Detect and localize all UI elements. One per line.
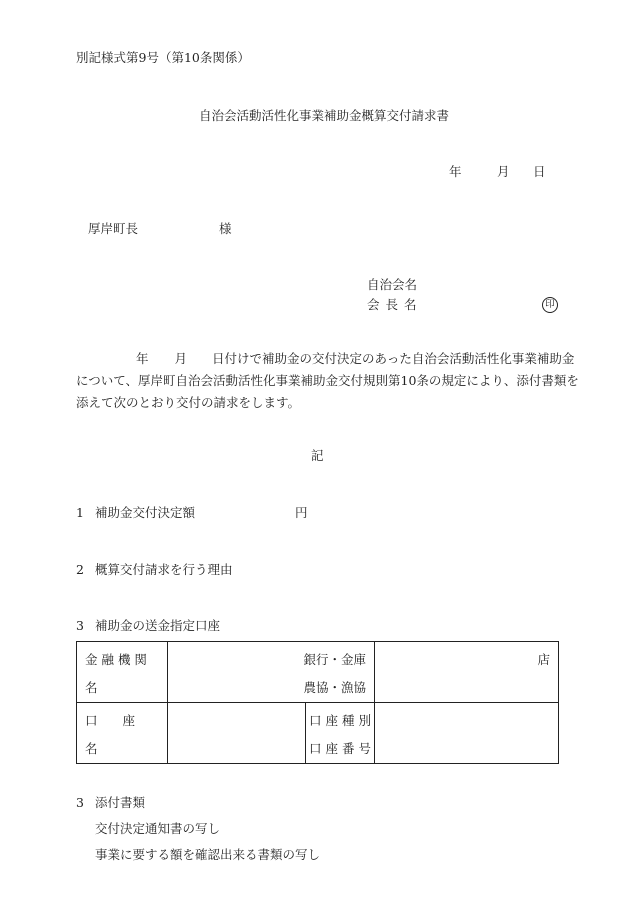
item-2-number: 2 <box>76 562 84 577</box>
branch-cell <box>375 642 559 703</box>
item-3-label: 補助金の送金指定口座 <box>95 618 221 633</box>
bank-account-table <box>76 641 559 764</box>
addressee-honorific: 様 <box>219 221 232 236</box>
attachment-item: 事業に要する額を確認出来る書類の写し <box>95 847 321 862</box>
paragraph-line-2: について、厚岸町自治会活動活性化事業補助金交付規則第10条の規定により、添付書類を <box>76 373 579 388</box>
item-2-label: 概算交付請求を行う理由 <box>95 562 233 577</box>
institution-label-cell <box>77 642 168 703</box>
seal-mark: 印 <box>542 297 558 313</box>
account-number-label: 口 座 番 号 <box>309 741 371 756</box>
request-paragraph <box>76 348 579 414</box>
item-1-label: 補助金交付決定額 <box>95 505 196 520</box>
account-name-label: 口 座 名 <box>85 713 161 756</box>
form-reference: 別記様式第9号（第10条関係） <box>76 50 250 65</box>
account-name-value-cell <box>168 703 306 764</box>
blank-month: 月 <box>174 351 188 366</box>
item-1-unit: 円 <box>295 505 308 520</box>
attachments-heading: 添付書類 <box>95 795 146 810</box>
institution-name-cell <box>168 642 375 703</box>
item-1-number: 1 <box>76 505 84 520</box>
date-month: 月 <box>497 164 510 179</box>
table-row <box>77 703 559 764</box>
account-meta-value-cell <box>375 703 559 764</box>
account-name-label-cell <box>77 703 168 764</box>
date-day: 日 <box>533 164 546 179</box>
attachments-number: 3 <box>76 795 84 810</box>
item-3-number: 3 <box>76 618 84 633</box>
paragraph-line-3: 添えて次のとおり交付の請求をします。 <box>76 395 301 410</box>
line1-text: 日付けで補助金の交付決定のあった自治会活動活性化事業補助金 <box>212 351 575 366</box>
org-name-label: 自治会名 <box>367 277 418 292</box>
blank-year: 年 <box>136 351 149 366</box>
paragraph-line-1 <box>76 348 575 370</box>
account-type-label: 口 座 種 別 <box>309 713 371 728</box>
ki-heading: 記 <box>311 448 324 463</box>
head-name-label: 会 長 名 <box>367 297 418 312</box>
attachment-item: 交付決定通知書の写し <box>95 821 221 836</box>
date-year: 年 <box>449 164 462 179</box>
branch-label: 店 <box>537 652 551 667</box>
account-meta-label-cell <box>306 703 375 764</box>
institution-label: 金 融 機 関 名 <box>85 652 147 695</box>
table-row <box>77 642 559 703</box>
addressee-name: 厚岸町長 <box>88 221 139 236</box>
bank-type-2: 農協・漁協 <box>303 680 367 695</box>
bank-type-1: 銀行・金庫 <box>303 652 367 667</box>
document-title: 自治会活動活性化事業補助金概算交付請求書 <box>199 108 450 123</box>
